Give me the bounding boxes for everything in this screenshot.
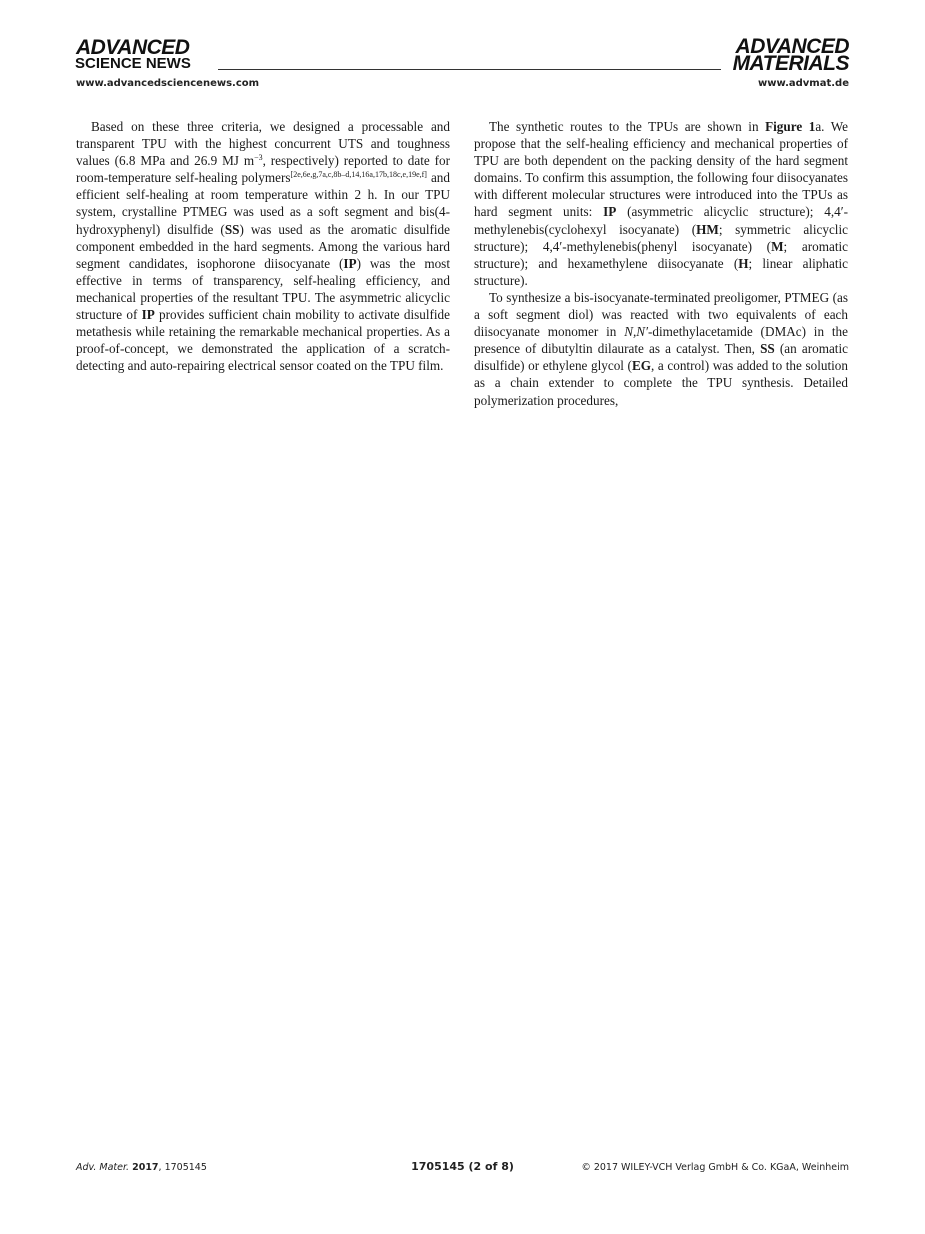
text-run: ) was the most effective in terms of transparency, self-healing efficiency, and mechanical properties of the resultant TPU. The asymmetric alicyclic structure of — [76, 255, 450, 323]
right-header-url[interactable]: www.advmat.de — [758, 78, 849, 89]
superscript: −3 — [254, 153, 263, 163]
text-run: ; symmetric alicyclic structure); 4,4′-methylenebis(phenyl isocyanate) ( — [474, 221, 848, 254]
page-footer — [76, 1160, 849, 1176]
text-run: To synthesize a bis-isocyanate-terminated preoligomer, PTMEG (as a soft segment diol) was reacted with two equivalents of each diisocyanate monomer in — [474, 289, 848, 340]
text-run: -dimethylacetamide (DMAc) in the presence of dibutyltin dilaurate as a catalyst. Then, — [474, 324, 848, 357]
bold-term: IP — [603, 204, 617, 220]
bold-term: SS — [760, 341, 775, 357]
italic-term: N,N′ — [624, 324, 648, 340]
right-logo-bottom: MATERIALS — [732, 52, 849, 75]
reference-citation[interactable]: [2e,6e,g,7a,c,8b–d,14,16a,17b,18c,e,19e,f] — [290, 170, 427, 180]
advanced-science-news-logo — [76, 38, 191, 71]
text-run: a. We propose that the self-healing efficiency and mechanical properties of TPU are both dependent on the packing density of the hard segment domains. To confirm this assumption, the following four diisocyanates with different molecular structures were introduced into the TPUs as hard segment units: — [474, 119, 849, 220]
text-run: ; linear aliphatic structure). — [474, 255, 848, 288]
text-run: , respectively) reported to date for room-temperature self-healing polymers — [76, 153, 450, 186]
text-run: (an aromatic disulfide) or ethylene glycol ( — [474, 341, 848, 374]
bold-term: HM — [696, 221, 719, 237]
left-header-url[interactable]: www.advancedsciencenews.com — [76, 78, 260, 89]
figure-reference[interactable]: Figure 1 — [765, 119, 816, 134]
bold-term: IP — [141, 307, 155, 323]
journal-year: 2017 — [132, 1162, 159, 1173]
text-run: Based on these three criteria, we designed a processable and transparent TPU with the highest concurrent UTS and toughness values (6.8 MPa and 26.9 MJ m — [76, 119, 450, 169]
left-paragraph-1 — [76, 118, 450, 374]
text-run: ) was used as the aromatic disulfide component embedded in the hard segments. Among the various hard segment candidates, isophorone diisocyanate ( — [76, 221, 451, 271]
header-rule — [218, 69, 721, 70]
bold-term: EG — [631, 358, 652, 374]
right-column — [474, 118, 848, 409]
left-logo-top: ADVANCED — [76, 36, 190, 59]
right-logo-top: ADVANCED — [735, 35, 849, 58]
bold-term: SS — [224, 221, 240, 237]
text-run: The synthetic routes to the TPUs are shown in — [489, 119, 766, 134]
bold-term: IP — [343, 255, 357, 271]
right-paragraph-2 — [474, 289, 848, 409]
journal-name: Adv. Mater. — [76, 1162, 130, 1173]
left-column — [76, 118, 450, 374]
text-run: (asymmetric alicyclic structure); 4,4′-methylenebis(cyclohexyl isocyanate) ( — [474, 204, 848, 237]
text-run: , a control) was added to the solution as a chain extender to complete the TPU synthesis. Detailed polymerization procedures, — [474, 358, 848, 408]
bold-term: H — [738, 255, 749, 271]
page-header — [75, 35, 849, 94]
right-paragraph-1 — [474, 118, 848, 289]
bold-term: M — [771, 238, 784, 254]
left-logo-bottom: SCIENCE NEWS — [75, 55, 191, 72]
text-run: provides sufficient chain mobility to activate disulfide metathesis while retaining the remarkable mechanical properties. As a proof-of-concept, we demonstrated the application of a scratch-detecting and auto-repairing electrical sensor coated on the TPU film. — [76, 307, 450, 374]
advanced-materials-logo — [732, 35, 849, 75]
article-number: , 1705145 — [158, 1162, 207, 1173]
text-run: ; aromatic structure); and hexamethylene diisocyanate ( — [474, 238, 848, 271]
text-run: and efficient self-healing at room temperature within 2 h. In our TPU system, crystalline PTMEG was used as a soft segment and bis(4-hydroxyphenyl) disulfide ( — [76, 170, 450, 237]
copyright: © 2017 WILEY-VCH Verlag GmbH & Co. KGaA, Weinheim — [581, 1162, 849, 1173]
page-number: 1705145 (2 of 8) — [411, 1160, 514, 1173]
